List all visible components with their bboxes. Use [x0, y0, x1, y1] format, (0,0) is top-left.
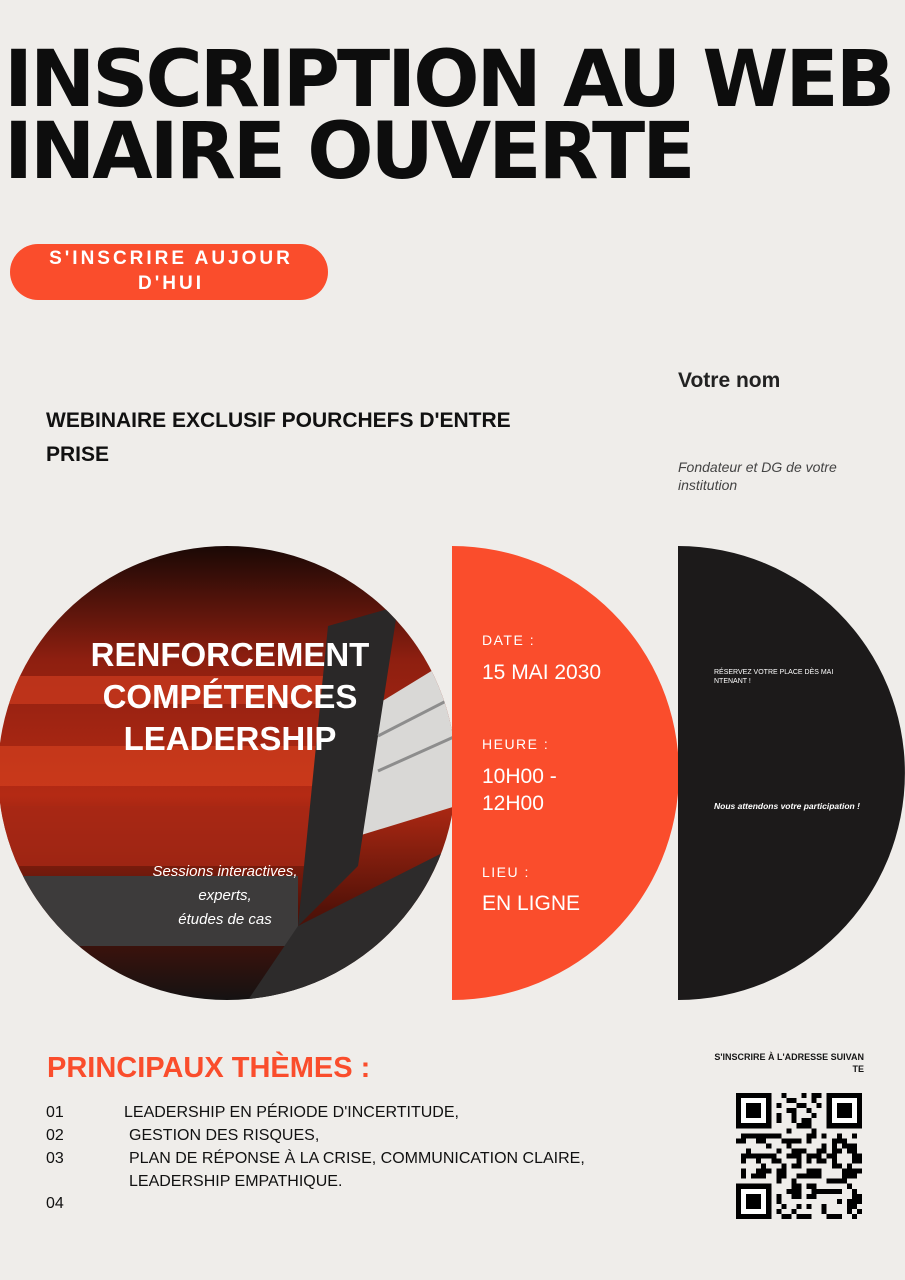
theme-item: PLAN DE RÉPONSE À LA CRISE, COMMUNICATION CLAIRE, [129, 1150, 585, 1167]
feature-subtitle [130, 860, 320, 932]
time-value-start: 10H00 - [482, 765, 557, 788]
date-value: 15 MAI 2030 [482, 661, 602, 684]
reserve-panel-shape [678, 546, 905, 1000]
theme-number: 04 [46, 1195, 64, 1212]
register-button-label[interactable]: S'INSCRIRE AUJOURD'HUI [49, 248, 293, 294]
qr-caption: S'INSCRIRE À L'ADRESSE SUIVANTE [714, 1052, 864, 1074]
theme-number: 02 [46, 1127, 64, 1144]
theme-item: LEADERSHIP EMPATHIQUE. [129, 1173, 343, 1190]
reserve-text: RÉSERVEZ VOTRE PLACE DÈS MAINTENANT ! [714, 669, 834, 685]
attend-text: Nous attendons votre participation ! [714, 801, 860, 811]
feature-subtitle-line: Sessions interactives, [152, 863, 298, 880]
qr-code-icon[interactable] [736, 1093, 862, 1224]
feature-subtitle-line: études de cas [178, 911, 272, 928]
feature-subtitle-line: experts, [198, 887, 252, 904]
time-label: HEURE : [482, 736, 550, 752]
host-name: Votre nom [678, 369, 781, 392]
time-value [482, 763, 557, 817]
theme-number: 03 [46, 1150, 64, 1167]
host-role: Fondateur et DG de votre institution [678, 459, 837, 493]
date-label: DATE : [482, 632, 536, 648]
theme-item: LEADERSHIP EN PÉRIODE D'INCERTITUDE, [124, 1104, 459, 1121]
themes-heading: PRINCIPAUX THÈMES : [47, 1052, 371, 1084]
place-value: EN LIGNE [482, 892, 581, 915]
feature-title: RENFORCEMENT COMPÉTENCES LEADERSHIP [90, 636, 370, 757]
webinar-subtitle: WEBINAIRE EXCLUSIF POURCHEFS D'ENTREPRISE [46, 409, 511, 466]
theme-number: 01 [46, 1104, 64, 1121]
page-title: INSCRIPTION AU WEBINAIRE OUVERTE [4, 35, 893, 197]
theme-item: GESTION DES RISQUES, [129, 1127, 320, 1144]
place-label: LIEU : [482, 864, 530, 880]
time-value-end: 12H00 [482, 792, 544, 815]
